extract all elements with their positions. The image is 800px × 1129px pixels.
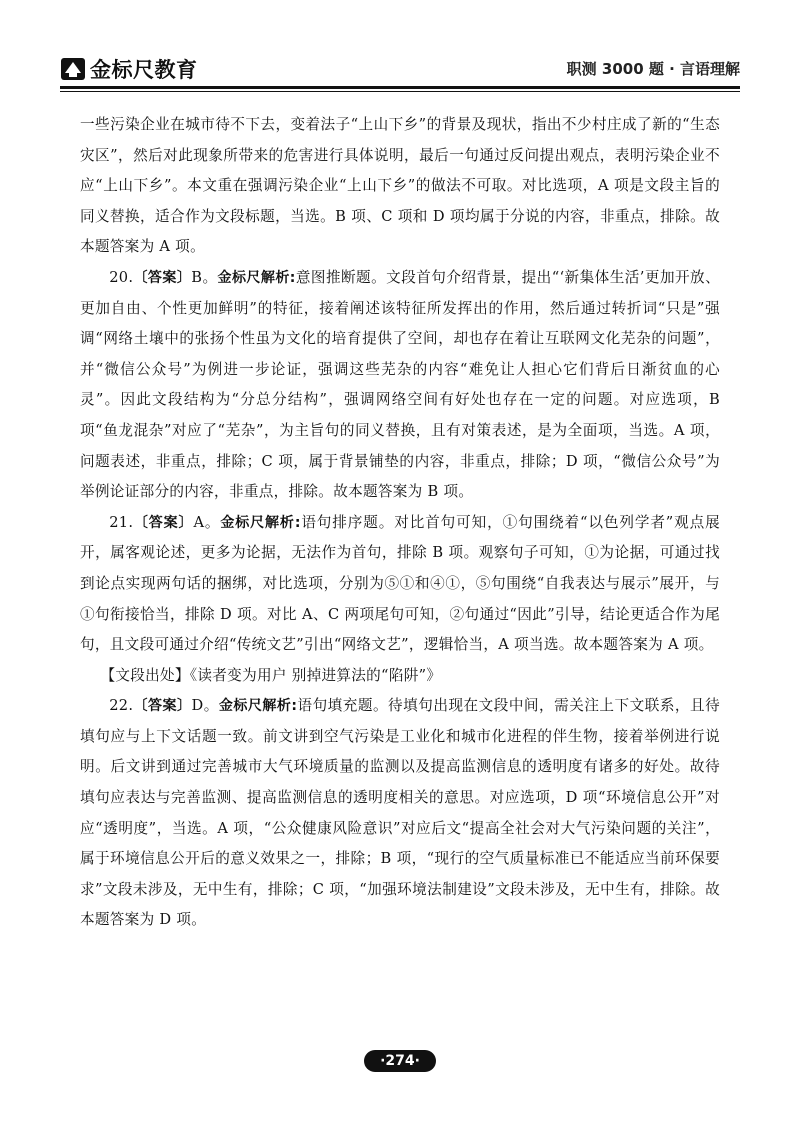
question-number: 21. (109, 513, 134, 531)
question-21-explanation (80, 508, 720, 661)
question-22-explanation (80, 691, 720, 936)
answer-tag: 〔答案〕 (133, 698, 192, 715)
header-divider-thin (60, 91, 740, 92)
question-20-explanation (80, 263, 720, 508)
page-body (80, 110, 720, 936)
logo-icon (60, 57, 86, 81)
book-title: 职测 3000 题 · 言语理解 (566, 60, 740, 78)
page-header (60, 48, 740, 94)
analysis-label: 金标尺解析: (220, 514, 301, 531)
header-divider (60, 86, 740, 89)
brand-logo (60, 54, 198, 84)
analysis-text: 意图推断题。文段首句介绍背景，提出“‘新集体生活’更加开放、更加自由、个性更加鲜明”的特征，接着阐述该特征所发挥出的作用，然后通过转折词“只是”强调“网络土壤中的张扬个性虽为文化的培育提供了空间，却也存在着让互联网文化芜杂的问题”，并“微信公众号”为例进一步论证，强调这些芜杂的内容“难免让人担心它们背后日渐贫血的心灵”。因此文段结构为“分总分结构”，强调网络空间有好处也存在一定的问题。对应选项，B 项“鱼龙混杂”对应了“芜杂”，为主旨句的同义替换，且有对策表述，是为全面项，当选。A 项，问题表述，非重点，排除；C 项，属于背景铺垫的内容，非重点，排除；D 项，“微信公众号”为举例论证部分的内容，非重点，排除。故本题答案为 B 项。 (80, 268, 720, 501)
answer-value: D。 (191, 697, 219, 715)
paragraph-continuation: 一些污染企业在城市待不下去，变着法子“上山下乡”的背景及现状，指出不少村庄成了新的“生态灾区”，然后对此现象所带来的危害进行具体说明，最后一句通过反问提出观点，表明污染企业不应“上山下乡”。本文重在强调污染企业“上山下乡”的做法不可取。对比选项，A 项是文段主旨的同义替换，适合作为文段标题，当选。B 项、C 项和 D 项均属于分说的内容，非重点，排除。故本题答案为 A 项。 (80, 116, 720, 256)
analysis-text: 语句填充题。待填句出现在文段中间，需关注上下文联系，且待填句应与上下文话题一致。前文讲到空气污染是工业化和城市化进程的伴生物，接着举例进行说明。后文讲到通过完善城市大气环境质量的监测以及提高监测信息的透明度有诸多的好处。故待填句应表达与完善监测、提高监测信息的透明度相关的意思。对应选项，D 项“环境信息公开”对应“透明度”，当选。A 项，“公众健康风险意识”对应后文“提高全社会对大气污染问题的关注”，属于环境信息公开后的意义效果之一，排除；B 项，“现行的空气质量标准已不能适应当前环保要求”文段未涉及，无中生有，排除；C 项，“加强环境法制建设”文段未涉及，无中生有，排除。故本题答案为 D 项。 (80, 697, 721, 929)
analysis-label: 金标尺解析: (218, 698, 298, 715)
analysis-label: 金标尺解析: (217, 269, 296, 286)
analysis-text: 语句排序题。对比首句可知，①句围绕着“以色列学者”观点展开，属客观论述，更多为论据，无法作为首句，排除 B 项。观察句子可知，①为论据，可通过找到论点实现两句话的捆绑，对比选项，分别为⑤①和④①，⑤句围绕“自我表达与展示”展开，与①句衔接恰当，排除 D 项。对比 A、C 两项尾句可知，②句通过“因此”引导，结论更适合作为尾句，且文段可通过介绍“传统文艺”引出“网络文艺”，逻辑恰当，A 项当选。故本题答案为 A 项。 (80, 513, 721, 654)
answer-value: B。 (191, 268, 218, 286)
answer-value: A。 (193, 513, 221, 531)
question-number: 20. (109, 268, 134, 286)
page-number: ·274· (364, 1050, 436, 1072)
question-number: 22. (109, 697, 134, 715)
source-citation: 【文段出处】《读者变为用户 别掉进算法的“陷阱”》 (100, 666, 442, 684)
answer-tag: 〔答案〕 (133, 514, 194, 531)
answer-tag: 〔答案〕 (133, 269, 192, 286)
logo-text: 金标尺教育 (90, 58, 198, 82)
